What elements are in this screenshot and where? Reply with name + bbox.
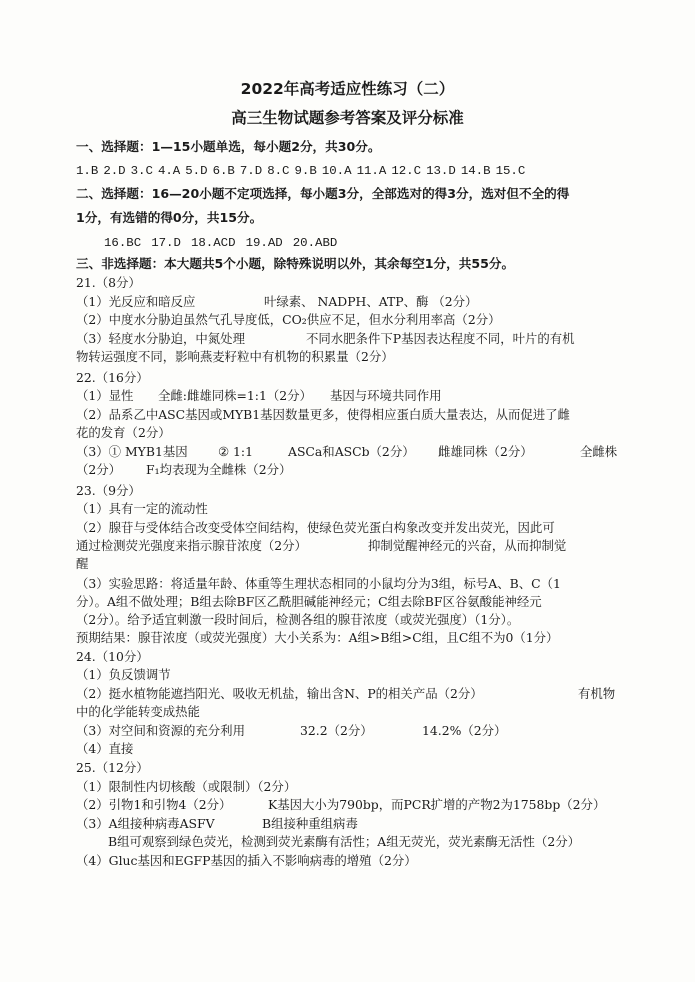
q23-line1: （1）具有一定的流动性 <box>76 501 208 516</box>
q23-line8: 预期结果：腺苷浓度（或荧光强度）大小关系为：A组>B组>C组，且C组不为0（1分） <box>76 630 559 645</box>
q23-line7: （2分）。给予适宜刺激一段时间后，检测各组的腺苷浓度（或荧光强度）（1分）。 <box>76 612 520 627</box>
q22-line3: 花的发育（2分） <box>76 425 171 440</box>
q22-line2: （2）品系乙中ASC基因或MYB1基因数量更多，使得相应蛋白质大量表达，从而促进了雌 <box>76 407 570 422</box>
q25-line2-b: K基因大小为790bp，而PCR扩增的产物2为1758bp（2分） <box>268 797 606 812</box>
q22-line5 <box>76 461 291 479</box>
answer-item: 11.A <box>356 164 387 178</box>
q21-line2: （2）中度水分胁迫虽然气孔导度低，CO₂供应不足，但水分利用率高（2分） <box>76 312 501 327</box>
q25-heading: 25.（12分） <box>76 760 149 775</box>
q23-line3-b: 抑制觉醒神经元的兴奋，从而抑制觉 <box>368 538 567 553</box>
q22-heading: 22.（16分） <box>76 370 149 385</box>
answer-item: 13.D <box>426 164 456 178</box>
answer-item: 6.B <box>212 164 235 178</box>
q22-line4-d: 雌雄同株（2分） <box>438 444 533 459</box>
q24-line4 <box>76 722 506 740</box>
page-subtitle: 高三生物试题参考答案及评分标准 <box>231 109 464 127</box>
part1-answers <box>76 162 530 180</box>
q22-line4-a: （3）① MYB1基因 <box>76 444 188 459</box>
q25-line2 <box>76 796 605 814</box>
q24-line4-b: 32.2（2分） <box>300 723 373 738</box>
answer-item: 20.ABD <box>292 236 338 250</box>
answer-item: 3.C <box>130 164 153 178</box>
q21-line1-b: 叶绿素、 NADPH、ATP、酶 （2分） <box>264 294 478 309</box>
answer-item: 10.A <box>321 164 352 178</box>
answer-item: 14.B <box>460 164 491 178</box>
q21-line3-b: 不同水肥条件下P基因表达程度不同，叶片的有机 <box>306 331 575 346</box>
q22-line1-c: 基因与环境共同作用 <box>330 388 442 403</box>
q22-line1 <box>76 387 442 405</box>
q24-line5: （4）直接 <box>76 741 134 756</box>
answer-item: 19.AD <box>245 236 283 250</box>
q25-line3-a: （3）A组接种病毒ASFV <box>76 816 215 831</box>
q21-line3-a: （3）轻度水分胁迫，中氮处理 <box>76 331 245 346</box>
q21-heading: 21.（8分） <box>76 275 141 290</box>
answer-item: 12.C <box>391 164 422 178</box>
answer-item: 2.D <box>103 164 126 178</box>
q24-line4-a: （3）对空间和资源的充分利用 <box>76 723 245 738</box>
q24-line2-b: 有机物 <box>578 686 616 701</box>
q22-line5-b: F₁均表现为全雌株（2分） <box>146 462 292 477</box>
q25-line5: （4）Gluc基因和EGFP基因的插入不影响病毒的增殖（2分） <box>76 853 417 868</box>
answer-item: 9.B <box>294 164 317 178</box>
part2-answers <box>104 234 347 252</box>
q22-line5-a: （2分） <box>76 462 122 477</box>
q24-line1: （1）负反馈调节 <box>76 667 171 682</box>
q24-line3: 中的化学能转变成热能 <box>76 704 200 719</box>
q23-line6: 分）。A组不做处理；B组去除BF区乙酰胆碱能神经元；C组去除BF区谷氨酸能神经元 <box>76 594 542 609</box>
answer-item: 18.ACD <box>190 236 236 250</box>
answer-item: 16.BC <box>104 236 142 250</box>
q23-line5: （3）实验思路：将适量年龄、体重等生理状态相同的小鼠均分为3组，标号A、B、C（1 <box>76 576 561 591</box>
q21-line1-a: （1）光反应和暗反应 <box>76 294 196 309</box>
q21-line1 <box>76 293 477 311</box>
q24-line2 <box>76 685 615 703</box>
q25-line3-b: B组接种重组病毒 <box>262 816 358 831</box>
q21-line3 <box>76 330 575 348</box>
q22-line4 <box>76 443 617 461</box>
q22-line1-b: 全雌:雌雄同株=1:1（2分） <box>158 388 312 403</box>
answer-item: 7.D <box>239 164 263 178</box>
part3-heading: 三、非选择题：本大题共5个小题，除特殊说明以外，其余每空1分，共55分。 <box>76 256 515 271</box>
answer-item: 15.C <box>495 164 526 178</box>
q22-line4-e: 全雌株 <box>580 444 618 459</box>
q25-line4: B组可观察到绿色荧光，检测到荧光素酶有活性；A组无荧光，荧光素酶无活性（2分） <box>108 834 580 849</box>
q23-line3 <box>76 537 566 555</box>
q25-line2-a: （2）引物1和引物4（2分） <box>76 797 232 812</box>
q21-line4: 物转运强度不同，影响燕麦籽粒中有机物的积累量（2分） <box>76 349 394 364</box>
part2-heading-line2: 1分，有选错的得0分，共15分。 <box>76 210 263 225</box>
q23-heading: 23.（9分） <box>76 483 141 498</box>
q23-line2: （2）腺苷与受体结合改变受体空间结构，使绿色荧光蛋白构象改变并发出荧光，因此可 <box>76 520 555 535</box>
q23-line4: 醒 <box>76 556 89 571</box>
answer-item: 17.D <box>151 236 181 250</box>
q23-line3-a: 通过检测荧光强度来指示腺苷浓度（2分） <box>76 538 307 553</box>
q22-line1-a: （1）显性 <box>76 388 134 403</box>
q25-line3 <box>76 815 358 833</box>
q25-line1: （1）限制性内切核酸（或限制）（2分） <box>76 779 297 794</box>
answer-item: 4.A <box>157 164 181 178</box>
q22-line4-c: ASCa和ASCb（2分） <box>288 444 415 459</box>
page-title: 2022年高考适应性练习（二） <box>240 80 455 98</box>
answer-item: 8.C <box>267 164 290 178</box>
part2-heading-line1: 二、选择题：16—20小题不定项选择，每小题3分，全部选对的得3分，选对但不全的得 <box>76 186 570 201</box>
answer-item: 1.B <box>76 164 99 178</box>
q22-line4-b: ② 1:1 <box>218 444 253 459</box>
q24-line4-c: 14.2%（2分） <box>422 723 507 738</box>
answer-item: 5.D <box>185 164 208 178</box>
q24-line2-a: （2）挺水植物能遮挡阳光、吸收无机盐，输出含N、P的相关产品（2分） <box>76 686 483 701</box>
part1-heading: 一、选择题：1—15小题单选，每小题2分，共30分。 <box>76 139 381 154</box>
q24-heading: 24.（10分） <box>76 649 149 664</box>
